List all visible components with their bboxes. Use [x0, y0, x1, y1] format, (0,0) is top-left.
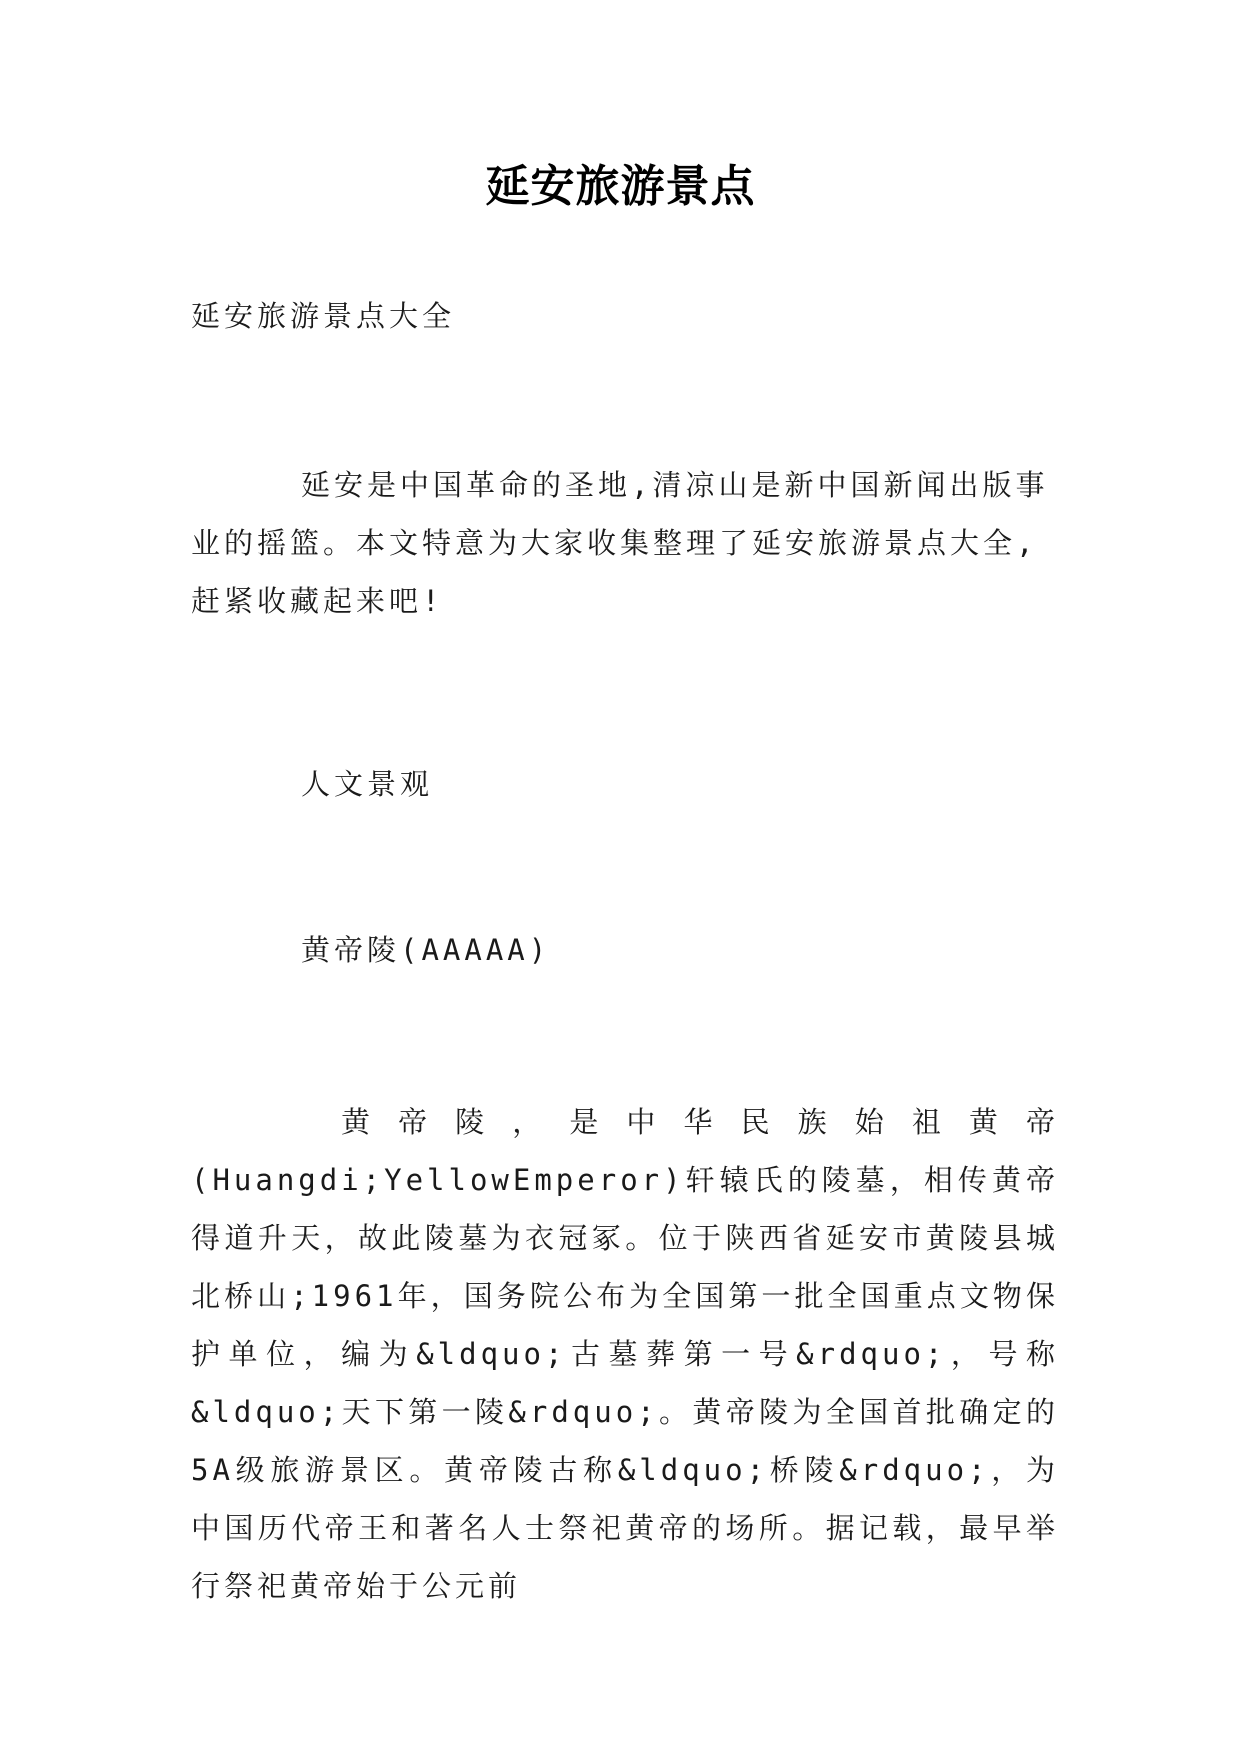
item-body-paragraph: 黄帝陵，是中华民族始祖黄帝(Huangdi;YellowEmperor)轩辕氏的陵墓，相传黄帝得道升天，故此陵墓为衣冠冢。位于陕西省延安市黄陵县城北桥山;1961年，国务院公布为全国第一批全国重点文物保护单位，编为&ldquo;古墓葬第一号&rdquo;，号称&ldquo;天下第一陵&rdquo;。黄帝陵为全国首批确定的5A级旅游景区。黄帝陵古称&ldquo;桥陵&rdquo;，为中国历代帝王和著名人士祭祀黄帝的场所。据记载，最早举行祭祀黄帝始于公元前 [191, 1105, 1059, 1603]
intro-paragraph: 延安是中国革命的圣地,清凉山是新中国新闻出版事业的摇篮。本文特意为大家收集整理了延安旅游景点大全,赶紧收藏起来吧! [191, 468, 1049, 618]
page-title: 延安旅游景点 [485, 161, 756, 212]
subtitle: 延安旅游景点大全 [191, 299, 456, 333]
section-heading: 人文景观 [301, 767, 434, 801]
item-heading: 黄帝陵(AAAAA) [301, 933, 551, 967]
